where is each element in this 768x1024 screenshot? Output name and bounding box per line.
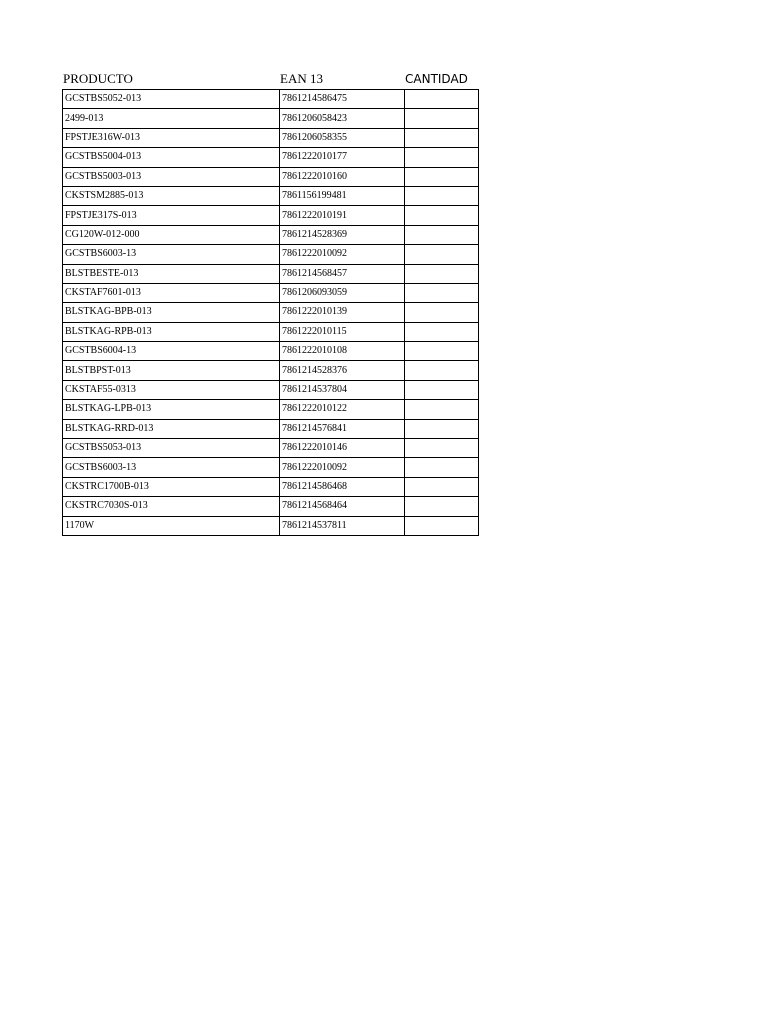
quantity-cell[interactable] xyxy=(405,458,479,477)
table-row xyxy=(63,303,479,322)
product-cell: CKSTAF7601-013 xyxy=(63,283,280,302)
ean-cell: 7861214586475 xyxy=(280,90,405,109)
ean-cell: 7861156199481 xyxy=(280,186,405,205)
ean-cell: 7861222010092 xyxy=(280,458,405,477)
product-cell: BLSTBPST-013 xyxy=(63,361,280,380)
table-row xyxy=(63,264,479,283)
ean-cell: 7861214568464 xyxy=(280,497,405,516)
table-row xyxy=(63,109,479,128)
table-row xyxy=(63,477,479,496)
ean-cell: 7861222010108 xyxy=(280,342,405,361)
product-cell: GCSTBS5004-013 xyxy=(63,148,280,167)
header-cantidad: CANTIDAD xyxy=(405,72,468,86)
quantity-cell[interactable] xyxy=(405,283,479,302)
quantity-cell[interactable] xyxy=(405,167,479,186)
ean-cell: 7861214537804 xyxy=(280,380,405,399)
quantity-cell[interactable] xyxy=(405,322,479,341)
quantity-cell[interactable] xyxy=(405,206,479,225)
product-cell: BLSTKAG-RRD-013 xyxy=(63,419,280,438)
ean-cell: 7861214586468 xyxy=(280,477,405,496)
table-row xyxy=(63,167,479,186)
product-cell: CG120W-012-000 xyxy=(63,225,280,244)
ean-cell: 7861222010177 xyxy=(280,148,405,167)
quantity-cell[interactable] xyxy=(405,148,479,167)
table-row xyxy=(63,361,479,380)
ean-cell: 7861214537811 xyxy=(280,516,405,535)
quantity-cell[interactable] xyxy=(405,419,479,438)
table-row xyxy=(63,497,479,516)
quantity-cell[interactable] xyxy=(405,186,479,205)
ean-cell: 7861222010115 xyxy=(280,322,405,341)
quantity-cell[interactable] xyxy=(405,477,479,496)
table-row xyxy=(63,322,479,341)
table-row xyxy=(63,283,479,302)
product-cell: BLSTKAG-LPB-013 xyxy=(63,400,280,419)
product-cell: GCSTBS5052-013 xyxy=(63,90,280,109)
quantity-cell[interactable] xyxy=(405,303,479,322)
product-cell: GCSTBS6003-13 xyxy=(63,245,280,264)
ean-cell: 7861222010139 xyxy=(280,303,405,322)
table-row xyxy=(63,186,479,205)
product-cell: CKSTRC1700B-013 xyxy=(63,477,280,496)
product-cell: CKSTAF55-0313 xyxy=(63,380,280,399)
table-row xyxy=(63,245,479,264)
quantity-cell[interactable] xyxy=(405,516,479,535)
ean-cell: 7861214568457 xyxy=(280,264,405,283)
table-row xyxy=(63,225,479,244)
quantity-cell[interactable] xyxy=(405,361,479,380)
quantity-cell[interactable] xyxy=(405,264,479,283)
product-cell: GCSTBS6004-13 xyxy=(63,342,280,361)
ean-cell: 7861206058355 xyxy=(280,128,405,147)
table-row xyxy=(63,128,479,147)
ean-cell: 7861214528376 xyxy=(280,361,405,380)
ean-cell: 7861222010191 xyxy=(280,206,405,225)
product-cell: BLSTBESTE-013 xyxy=(63,264,280,283)
product-cell: CKSTRC7030S-013 xyxy=(63,497,280,516)
table-row xyxy=(63,439,479,458)
product-cell: FPSTJE316W-013 xyxy=(63,128,280,147)
ean-cell: 7861222010160 xyxy=(280,167,405,186)
quantity-cell[interactable] xyxy=(405,497,479,516)
table-row xyxy=(63,380,479,399)
quantity-cell[interactable] xyxy=(405,380,479,399)
header-ean: EAN 13 xyxy=(280,71,323,86)
quantity-cell[interactable] xyxy=(405,400,479,419)
product-cell: FPSTJE317S-013 xyxy=(63,206,280,225)
table-row xyxy=(63,90,479,109)
product-table xyxy=(62,89,479,536)
table-row xyxy=(63,419,479,438)
product-cell: BLSTKAG-RPB-013 xyxy=(63,322,280,341)
table-row xyxy=(63,206,479,225)
table-row xyxy=(63,516,479,535)
ean-cell: 7861222010092 xyxy=(280,245,405,264)
quantity-cell[interactable] xyxy=(405,128,479,147)
product-cell: BLSTKAG-BPB-013 xyxy=(63,303,280,322)
product-cell: GCSTBS5003-013 xyxy=(63,167,280,186)
ean-cell: 7861214528369 xyxy=(280,225,405,244)
quantity-cell[interactable] xyxy=(405,342,479,361)
table-row xyxy=(63,342,479,361)
ean-cell: 7861222010146 xyxy=(280,439,405,458)
product-cell: CKSTSM2885-013 xyxy=(63,186,280,205)
table-row xyxy=(63,458,479,477)
quantity-cell[interactable] xyxy=(405,225,479,244)
ean-cell: 7861206058423 xyxy=(280,109,405,128)
ean-cell: 7861222010122 xyxy=(280,400,405,419)
table-row xyxy=(63,400,479,419)
header-producto: PRODUCTO xyxy=(63,71,133,86)
product-cell: GCSTBS6003-13 xyxy=(63,458,280,477)
table-row xyxy=(63,148,479,167)
quantity-cell[interactable] xyxy=(405,90,479,109)
product-cell: 1170W xyxy=(63,516,280,535)
product-cell: GCSTBS5053-013 xyxy=(63,439,280,458)
header-row xyxy=(62,68,482,89)
ean-cell: 7861206093059 xyxy=(280,283,405,302)
quantity-cell[interactable] xyxy=(405,439,479,458)
ean-cell: 7861214576841 xyxy=(280,419,405,438)
quantity-cell[interactable] xyxy=(405,109,479,128)
quantity-cell[interactable] xyxy=(405,245,479,264)
product-sheet xyxy=(62,68,482,536)
product-cell: 2499-013 xyxy=(63,109,280,128)
